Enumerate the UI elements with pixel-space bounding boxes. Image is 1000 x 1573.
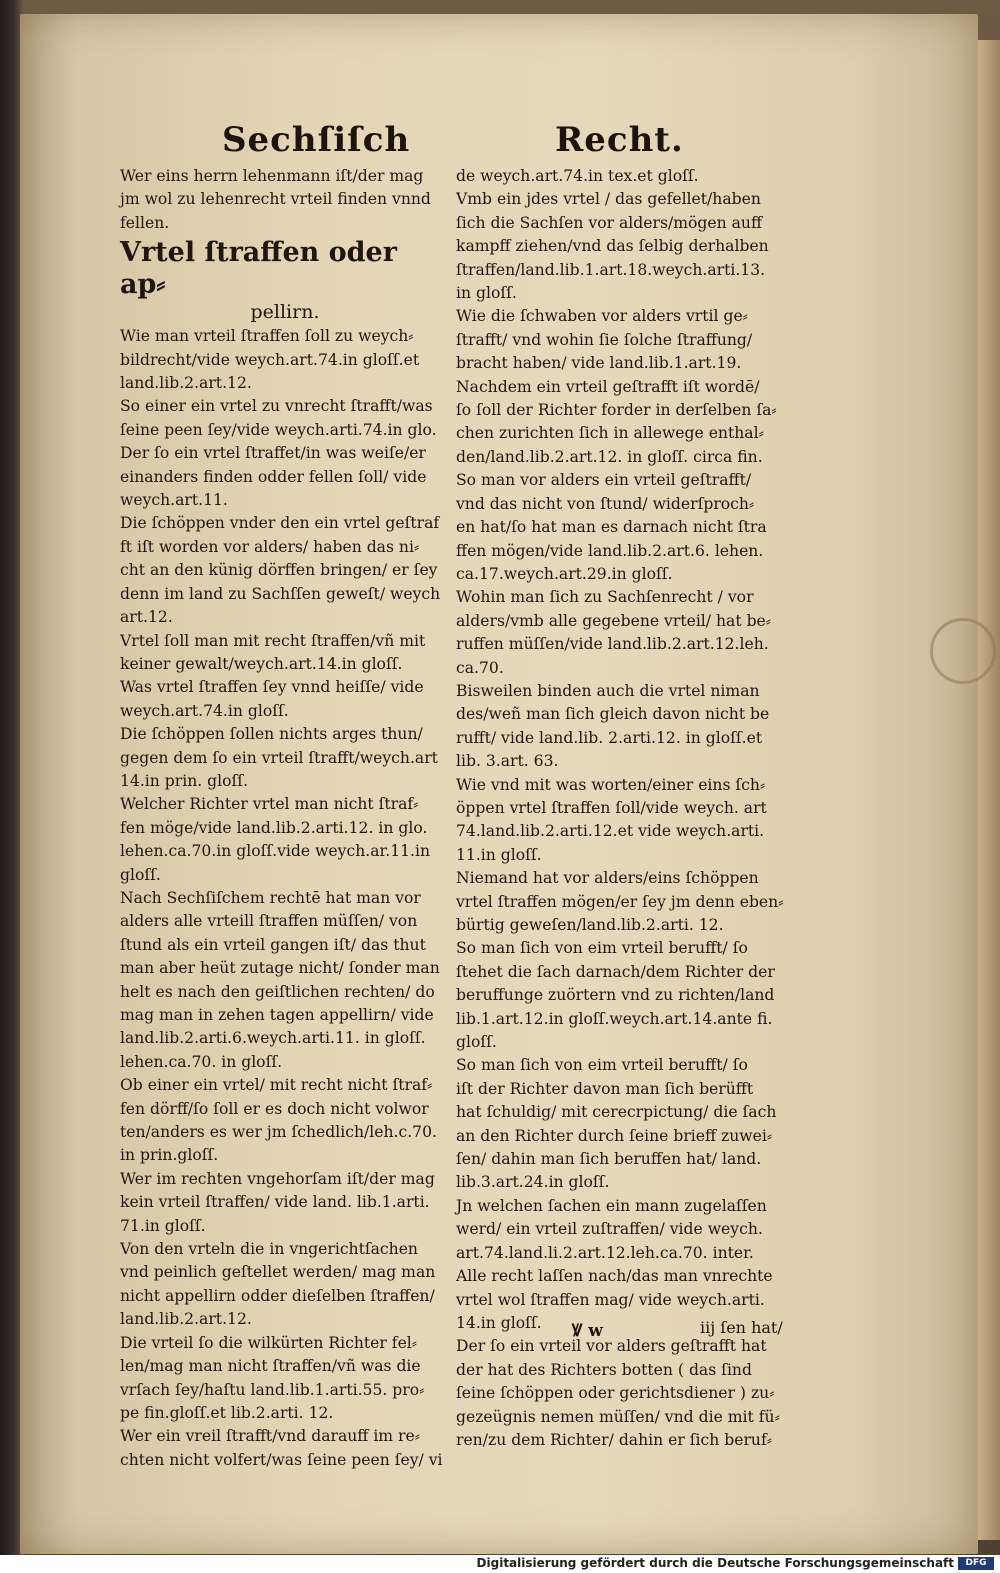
text-entry: Ob einer ein vrtel/ mit recht nicht ſtraf⸗ fen dörff/ſo ſoll er es doch nicht volwor ten/anders es wer jm ſchedlich/leh.c.70. in prin.gloſſ.	[120, 1076, 437, 1165]
text-entry: So einer ein vrtel zu vnrecht ſtrafft/was ſeine peen ſey/vide weych.arti.74.in glo.	[120, 397, 437, 439]
text-entry: Der ſo ein vrteil vor alders geſtrafft hat der hat des Richters botten ( das ſind ſeine ſchöppen oder gerichtsdiener ) zu⸗ gezeügnis nemen müſſen/ vnd die mit fü⸗ ren/zu dem Richter/ dahin er ſich beruf⸗	[456, 1337, 780, 1449]
dfg-logo: DFG	[958, 1557, 994, 1570]
digitization-credit: Digitalisierung gefördert durch die Deutsche Forschungsgemeinschaft	[476, 1556, 954, 1570]
clasp-mark	[930, 618, 996, 684]
text-entry: Die vrteil ſo die wilkürten Richter fel⸗ len/mag man nicht ſtraffen/vñ was die vrſach ſey/haſtu land.lib.1.arti.55. pro⸗ pe fin.gloſſ.et lib.2.arti. 12.	[120, 1333, 425, 1422]
text-entry: Welcher Richter vrtel man nicht ſtraf⸗ fen möge/vide land.lib.2.arti.12. in glo. lehen.ca.70.in gloſſ.vide weych.ar.11.in gloſſ.	[120, 795, 431, 884]
text-entry: Wer ein vreil ſtrafft/vnd darauff im re⸗ chten nicht volfert/was ſeine peen ſey/ vi	[120, 1427, 443, 1469]
section-heading: Vrtel ſtraffen oder ap⸗	[120, 237, 397, 301]
text-entry: Wie vnd mit was worten/einer eins ſch⸗ öppen vrtel ſtraffen ſoll/vide weych. art 74.land.lib.2.arti.12.et vide weych.arti. 11.in gloſſ.	[456, 775, 767, 864]
text-entry: Was vrtel ſtraffen ſey vnnd heiſſe/ vide weych.art.74.in gloſſ.	[120, 678, 424, 720]
page-edge	[978, 40, 1000, 1540]
text-entry: Die ſchöppen ſollen nichts arges thun/ gegen dem ſo ein vrteil ſtrafft/weych.art 14.in prin. gloſſ.	[120, 725, 438, 790]
text-entry: Vmb ein jdes vrtel / das gefellet/haben ſich die Sachſen vor alders/mögen auff kampff ziehen/vnd das ſelbig derhalben ſtraffen/land.lib.1.art.18.weych.arti.13. in gloſſ.	[456, 190, 769, 303]
text-entry: Wohin man ſich zu Sachſenrecht / vor alders/vmb alle gegebene vrteil/ hat be⸗ ruffen müſſen/vide land.lib.2.art.12.leh. ca.70.	[456, 588, 771, 677]
left-column	[120, 165, 450, 1472]
text-entry: Der ſo ein vrtel ſtraffet/in was weiſe/er einanders finden odder fellen ſoll/ vide weych.art.11.	[120, 444, 427, 510]
running-head-right: Recht.	[555, 120, 684, 160]
text-entry: Die ſchöppen vnder den ein vrtel geſtraf ft iſt worden vor alders/ haben das ni⸗ cht an den künig dörffen bringen/ er ſey denn im land zu Sachſſen geweſt/ weych art.12.	[120, 514, 441, 627]
text-entry: Wie man vrteil ſtraffen ſoll zu weych⸗ bildrecht/vide weych.art.74.in gloſſ.et land.lib.2.art.12.	[120, 327, 420, 393]
text-entry: Von den vrteln die in vngerichtſachen vnd peinlich geſtellet werden/ mag man nicht appellirn odder dieſelben ſtraffen/ land.lib.2.art.12.	[120, 1240, 436, 1329]
text-entry: So man ſich von eim vrteil berufft/ ſo iſt der Richter davon man ſich berüfft hat ſchuldig/ mit cerecrpictung/ die ſach an den Richter durch ſeine brieff zuwei⸗ ſen/ dahin man ſich beruffen hat/ land. lib.3.art.24.in gloſſ.	[456, 1056, 777, 1192]
text-entry: Bisweilen binden auch die vrtel niman des/weñ man ſich gleich davon nicht be rufft/ vide land.lib. 2.arti.12. in gloſſ.et lib. 3.art. 63.	[456, 681, 770, 771]
text-entry: So man vor alders ein vrteil geſtrafft/ vnd das nicht von ſtund/ widerſproch⸗ en hat/ſo hat man es darnach nicht ſtra ffen mögen/vide land.lib.2.art.6. lehen. ca.17.weych.art.29.in gloſſ.	[456, 471, 767, 583]
text-entry: Niemand hat vor alders/eins ſchöppen vrtel ſtraffen mögen/er ſey jm denn eben⸗ bürtig geweſen/land.lib.2.arti. 12.	[456, 869, 784, 934]
opening-paragraph: Wer eins herrn lehenmann iſt/der mag jm wol zu lehenrecht vrteil finden vnnd fellen.	[120, 167, 431, 232]
signature-mark: Ꝟ w	[572, 1321, 603, 1341]
text-entry: So man ſich von eim vrteil berufft/ ſo ſtehet die ſach darnach/dem Richter der beruffunge zuörtern vnd zu richten/land lib.1.art.12.in gloſſ.weych.art.14.ante fi. gloſſ.	[456, 939, 775, 1052]
section-heading-continued: pellirn.	[250, 301, 320, 324]
text-entry: Alle recht laſſen nach/das man vnrechte vrtel wol ſtraffen mag/ vide weych.arti. 14.in gloſſ.	[456, 1267, 773, 1332]
text-entry: Nachdem ein vrteil geſtrafft iſt wordē/ ſo ſoll der Richter forder in derſelben ſa⸗ chen zurichten ſich in allewege enthal⸗ den/land.lib.2.art.12. in gloſſ. circa fin.	[456, 377, 777, 466]
catchword: iij ſen hat/	[700, 1318, 783, 1337]
right-column	[456, 165, 786, 1452]
running-head-left: Sechſiſch	[222, 120, 411, 160]
text-entry: Vrtel ſoll man mit recht ſtraffen/vñ mit keiner gewalt/weych.art.14.in gloſſ.	[120, 631, 426, 673]
text-entry: Wie die ſchwaben vor alders vrtil ge⸗ ſtrafft/ vnd wohin ſie ſolche ſtraffung/ bracht haben/ vide land.lib.1.art.19.	[456, 307, 753, 373]
text-entry: Jn welchen ſachen ein mann zugelaſſen werd/ ein vrteil zuſtraffen/ vide weych. art.74.land.li.2.art.12.leh.ca.70. inter.	[456, 1196, 767, 1262]
text-entry: Wer im rechten vngehorſam iſt/der mag kein vrteil ſtraffen/ vide land. lib.1.arti. 71.in gloſſ.	[120, 1169, 435, 1235]
text-entry: de weych.art.74.in tex.et gloſſ.	[456, 167, 699, 185]
text-entry: Nach Sechſiſchem rechtē hat man vor alders alle vrteill ſtraffen müſſen/ von ſtund als ein vrteil gangen iſt/ das thut man aber heüt zutage nicht/ ſonder man helt es nach den geiſtlichen rechten/ do mag man in zehen tagen appellirn/ vide land.lib.2.arti.6.weych.arti.11. in gloſſ. lehen.ca.70. in gloſſ.	[120, 888, 440, 1071]
